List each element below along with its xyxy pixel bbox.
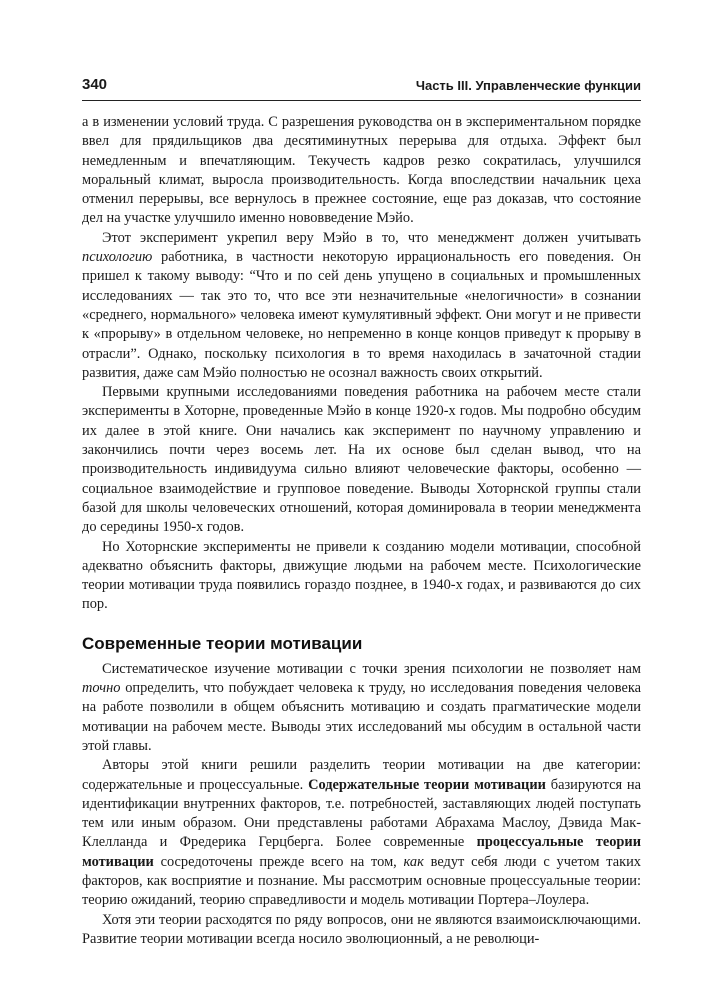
paragraph-1: а в изменении условий труда. С разрешения руководства он в экспериментальном порядке ввел для прядильщиков два десятиминутных перерыва для отдыха. Эффект был немедленным и впечатляющим. Текучесть кадров резко сократилась, улучшился моральный климат, выросла производительность. Когда впоследствии начальник цеха отменил перерывы, все вернулось в прежнее состояние, еще раз доказав, что состояние дел на участке улучшило именно нововведение Мэйо. <box>82 114 641 227</box>
paragraph-7: Хотя эти теории расходятся по ряду вопросов, они не являются взаимоисключающими. Развитие теории мотивации всегда носило эволюционный, а не революци- <box>82 911 641 947</box>
italic-term-how: как <box>403 853 424 870</box>
paragraph-5-text-c: определить, что побуждает человека к труду, но исследования поведения человека на работе позволили в общем объяснить мотивацию и создать прагматические модели мотивации на рабочем месте. Выводы этих исследований мы обсудим в остальной части этой главы. <box>82 680 641 754</box>
paragraph-5 <box>82 660 641 756</box>
section-heading: Современные теории мотивации <box>82 633 363 653</box>
paragraph-2-text-c: работника, в частности некоторую иррациональность его поведения. Он пришел к такому выводу: “Что и по сей день упущено в социальных и промышленных исследованиях — так это то, что все эти незначительные «нелогичности» в сознании «среднего, нормального» человека имеют кумулятивный эффект. Они могут и не привести к «прорыву» в отдельном человеке, но непременно в конце концов приведут к прорыву в отрасли”. Однако, поскольку психология в то время находилась в зачаточной стадии развития, даже сам Мэйо полностью не осознал важность своих открытий. <box>82 249 641 381</box>
paragraph-6-text-g: ведут себя люди с учетом таких факторов, как восприятие и познание. Мы рассмотрим основные процессуальные теории: теорию ожиданий, теорию справедливости и модель мотивации Портера–Лоулера. <box>82 853 641 909</box>
paragraph-6-text-e: сосредоточены прежде всего на том, <box>153 853 404 870</box>
paragraph-4: Но Хоторнские эксперименты не привели к созданию модели мотивации, способной адекватно объяснить факторы, движущие людьми на рабочем месте. Психологические теории мотивации труда появились гораздо позднее, в 1940-х годах, и развиваются до сих пор. <box>82 538 641 613</box>
running-head: Часть III. Управленческие функции <box>415 78 641 93</box>
bold-term-process-theories: процессуальные теории мотивации <box>82 834 641 870</box>
paragraph-3: Первыми крупными исследованиями поведения работника на рабочем месте стали эксперименты в Хоторне, проведенные Мэйо в конце 1920-х годов. Мы подробно обсудим их далее в этой книге. Они начались как эксперимент по научному управлению и закончились почти через восемь лет. На их основе был сделан вывод, что на производительность индивидуума сильно влияют человеческие факторы, особенно — социальное взаимодействие и групповое поведение. Выводы Хоторнской группы стали базой для школы человеческих отношений, которая доминировала в теории менеджмента до середины 1950-х годов. <box>82 384 641 536</box>
bold-term-content-theories: Содержательные теории мотивации <box>308 776 546 793</box>
italic-term-exactly: точно <box>82 680 121 697</box>
paragraph-6-text-a: Авторы этой книги решили разделить теории мотивации на две категории: содержательные и процессуальные. <box>82 757 641 793</box>
page-number: 340 <box>82 76 108 93</box>
paragraph-5-text-a: Систематическое изучение мотивации с точки зрения психологии не позволяет нам <box>102 660 641 677</box>
paragraph-6 <box>82 756 641 910</box>
paragraph-6-text-c: базируются на идентификации внутренних факторов, т.е. потребностей, заставляющих людей поступать тем или иным образом. Они представлены работами Абрахама Маслоу, Дэвида Мак-Клелланда и Фредерика Герцберга. Более современные <box>82 776 641 851</box>
paragraph-2-text-a: Этот эксперимент укрепил веру Мэйо в то, что менеджмент должен учитывать <box>102 229 641 246</box>
body-text <box>82 113 641 949</box>
page-header <box>82 74 641 101</box>
paragraph-2 <box>82 229 641 383</box>
italic-term-psychology: психологию <box>82 249 153 266</box>
